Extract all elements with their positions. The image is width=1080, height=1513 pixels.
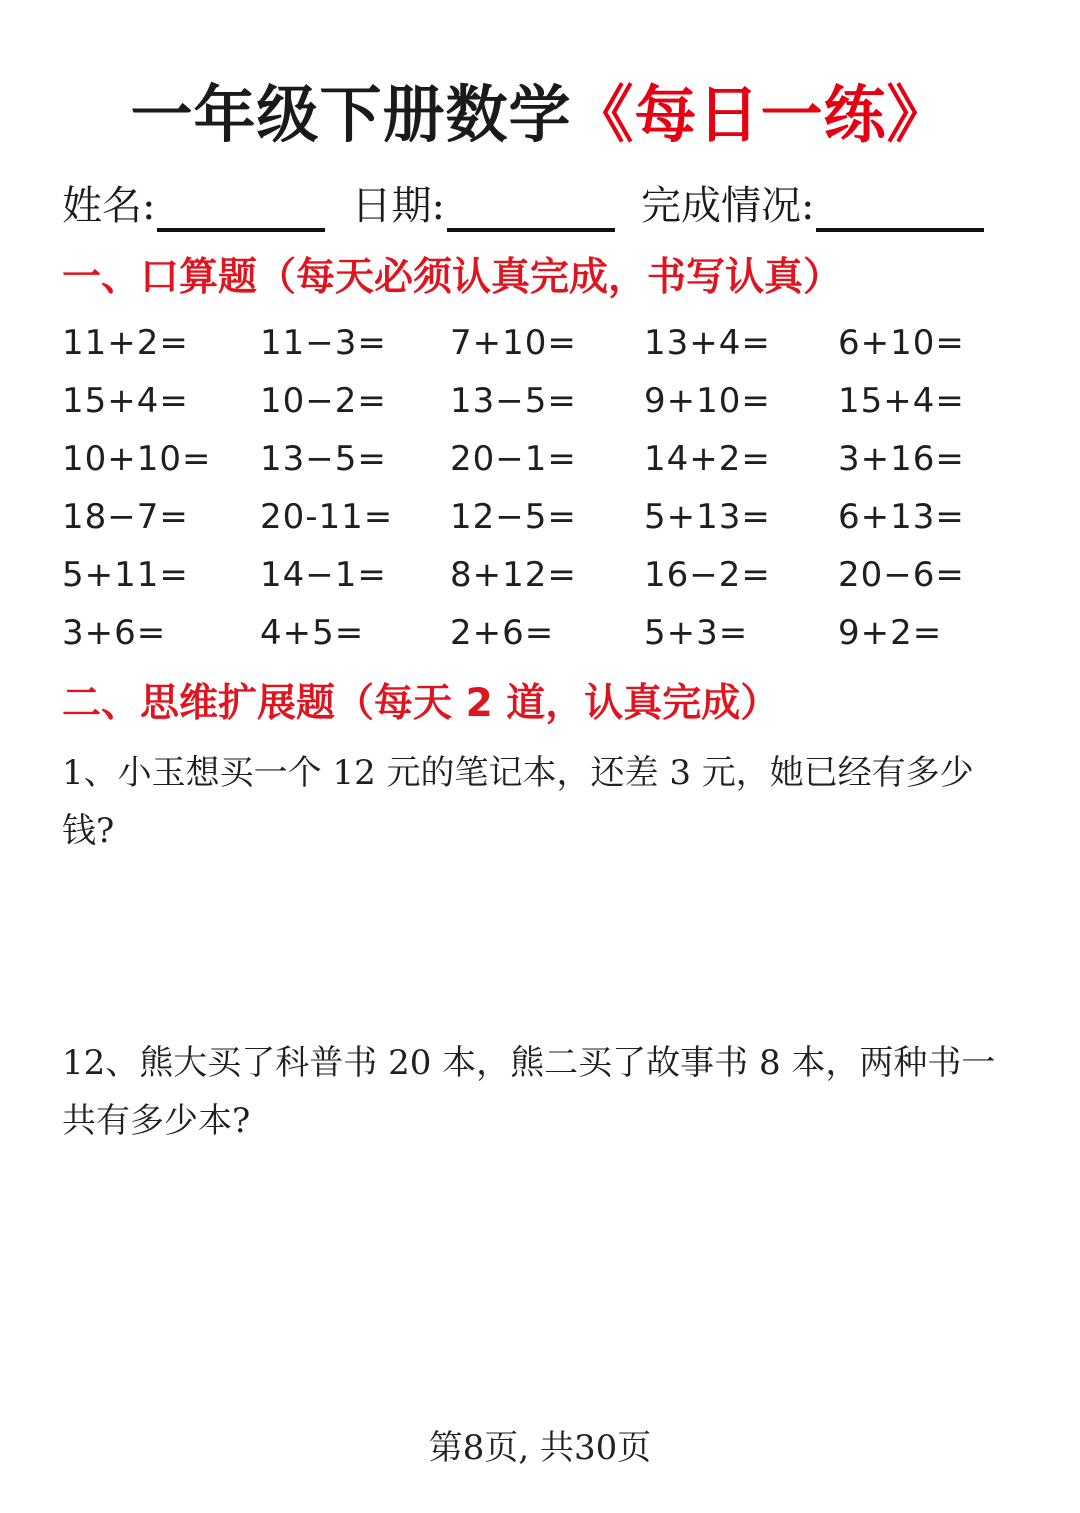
problem-row [62, 314, 1042, 372]
math-problem: 6+10= [838, 323, 965, 363]
math-problem: 11+2= [62, 323, 189, 363]
math-problem: 14−1= [260, 555, 387, 595]
math-problem: 13+4= [644, 323, 771, 363]
name-blank [157, 184, 325, 232]
math-problem: 3+6= [62, 613, 167, 653]
math-problem: 20-11= [260, 497, 394, 537]
math-problem: 5+11= [62, 555, 189, 595]
completion-field [641, 180, 984, 232]
math-problem: 12−5= [450, 497, 577, 537]
math-problem: 18−7= [62, 497, 189, 537]
name-field [62, 180, 325, 232]
problem-row [62, 430, 1042, 488]
mental-math-grid [62, 314, 1042, 662]
section-heading-thinking: 二、思维扩展题（每天 2 道，认真完成） [62, 681, 780, 726]
math-problem: 4+5= [260, 613, 365, 653]
math-problem: 8+12= [450, 555, 577, 595]
math-problem: 10+10= [62, 439, 212, 479]
name-label: 姓名: [62, 183, 156, 229]
math-problem: 13−5= [260, 439, 387, 479]
word-problem-1: 1、小玉想买一个 12 元的笔记本，还差 3 元，她已经有多少钱? [62, 753, 974, 851]
date-label: 日期: [351, 183, 445, 229]
title-accent: 《每日一练》 [571, 78, 950, 151]
math-problem: 5+3= [644, 613, 749, 653]
math-problem: 9+10= [644, 381, 771, 421]
title-main: 一年级下册数学 [130, 78, 572, 151]
page-title [0, 72, 1080, 158]
completion-label: 完成情况: [640, 183, 815, 229]
math-problem: 3+16= [838, 439, 965, 479]
problem-row [62, 546, 1042, 604]
problem-row [62, 372, 1042, 430]
date-blank [447, 184, 615, 232]
word-problem-2: 12、熊大买了科普书 20 本，熊二买了故事书 8 本，两种书一共有多少本? [62, 1043, 996, 1141]
math-problem: 14+2= [644, 439, 771, 479]
problem-row [62, 604, 1042, 662]
completion-blank [816, 184, 984, 232]
date-field [351, 180, 614, 232]
math-problem: 7+10= [450, 323, 577, 363]
math-problem: 9+2= [838, 613, 943, 653]
problem-row [62, 488, 1042, 546]
math-problem: 15+4= [838, 381, 965, 421]
student-info-row [62, 172, 1022, 232]
math-problem: 5+13= [644, 497, 771, 537]
math-problem: 16−2= [644, 555, 771, 595]
section-heading-mental-math: 一、口算题（每天必须认真完成，书写认真） [62, 255, 843, 300]
math-problem: 20−1= [450, 439, 577, 479]
math-problem: 15+4= [62, 381, 189, 421]
math-problem: 6+13= [838, 497, 965, 537]
math-problem: 20−6= [838, 555, 965, 595]
math-problem: 2+6= [450, 613, 555, 653]
math-problem: 11−3= [260, 323, 387, 363]
page-number: 第8页, 共30页 [428, 1428, 652, 1468]
math-problem: 13−5= [450, 381, 577, 421]
math-problem: 10−2= [260, 381, 387, 421]
